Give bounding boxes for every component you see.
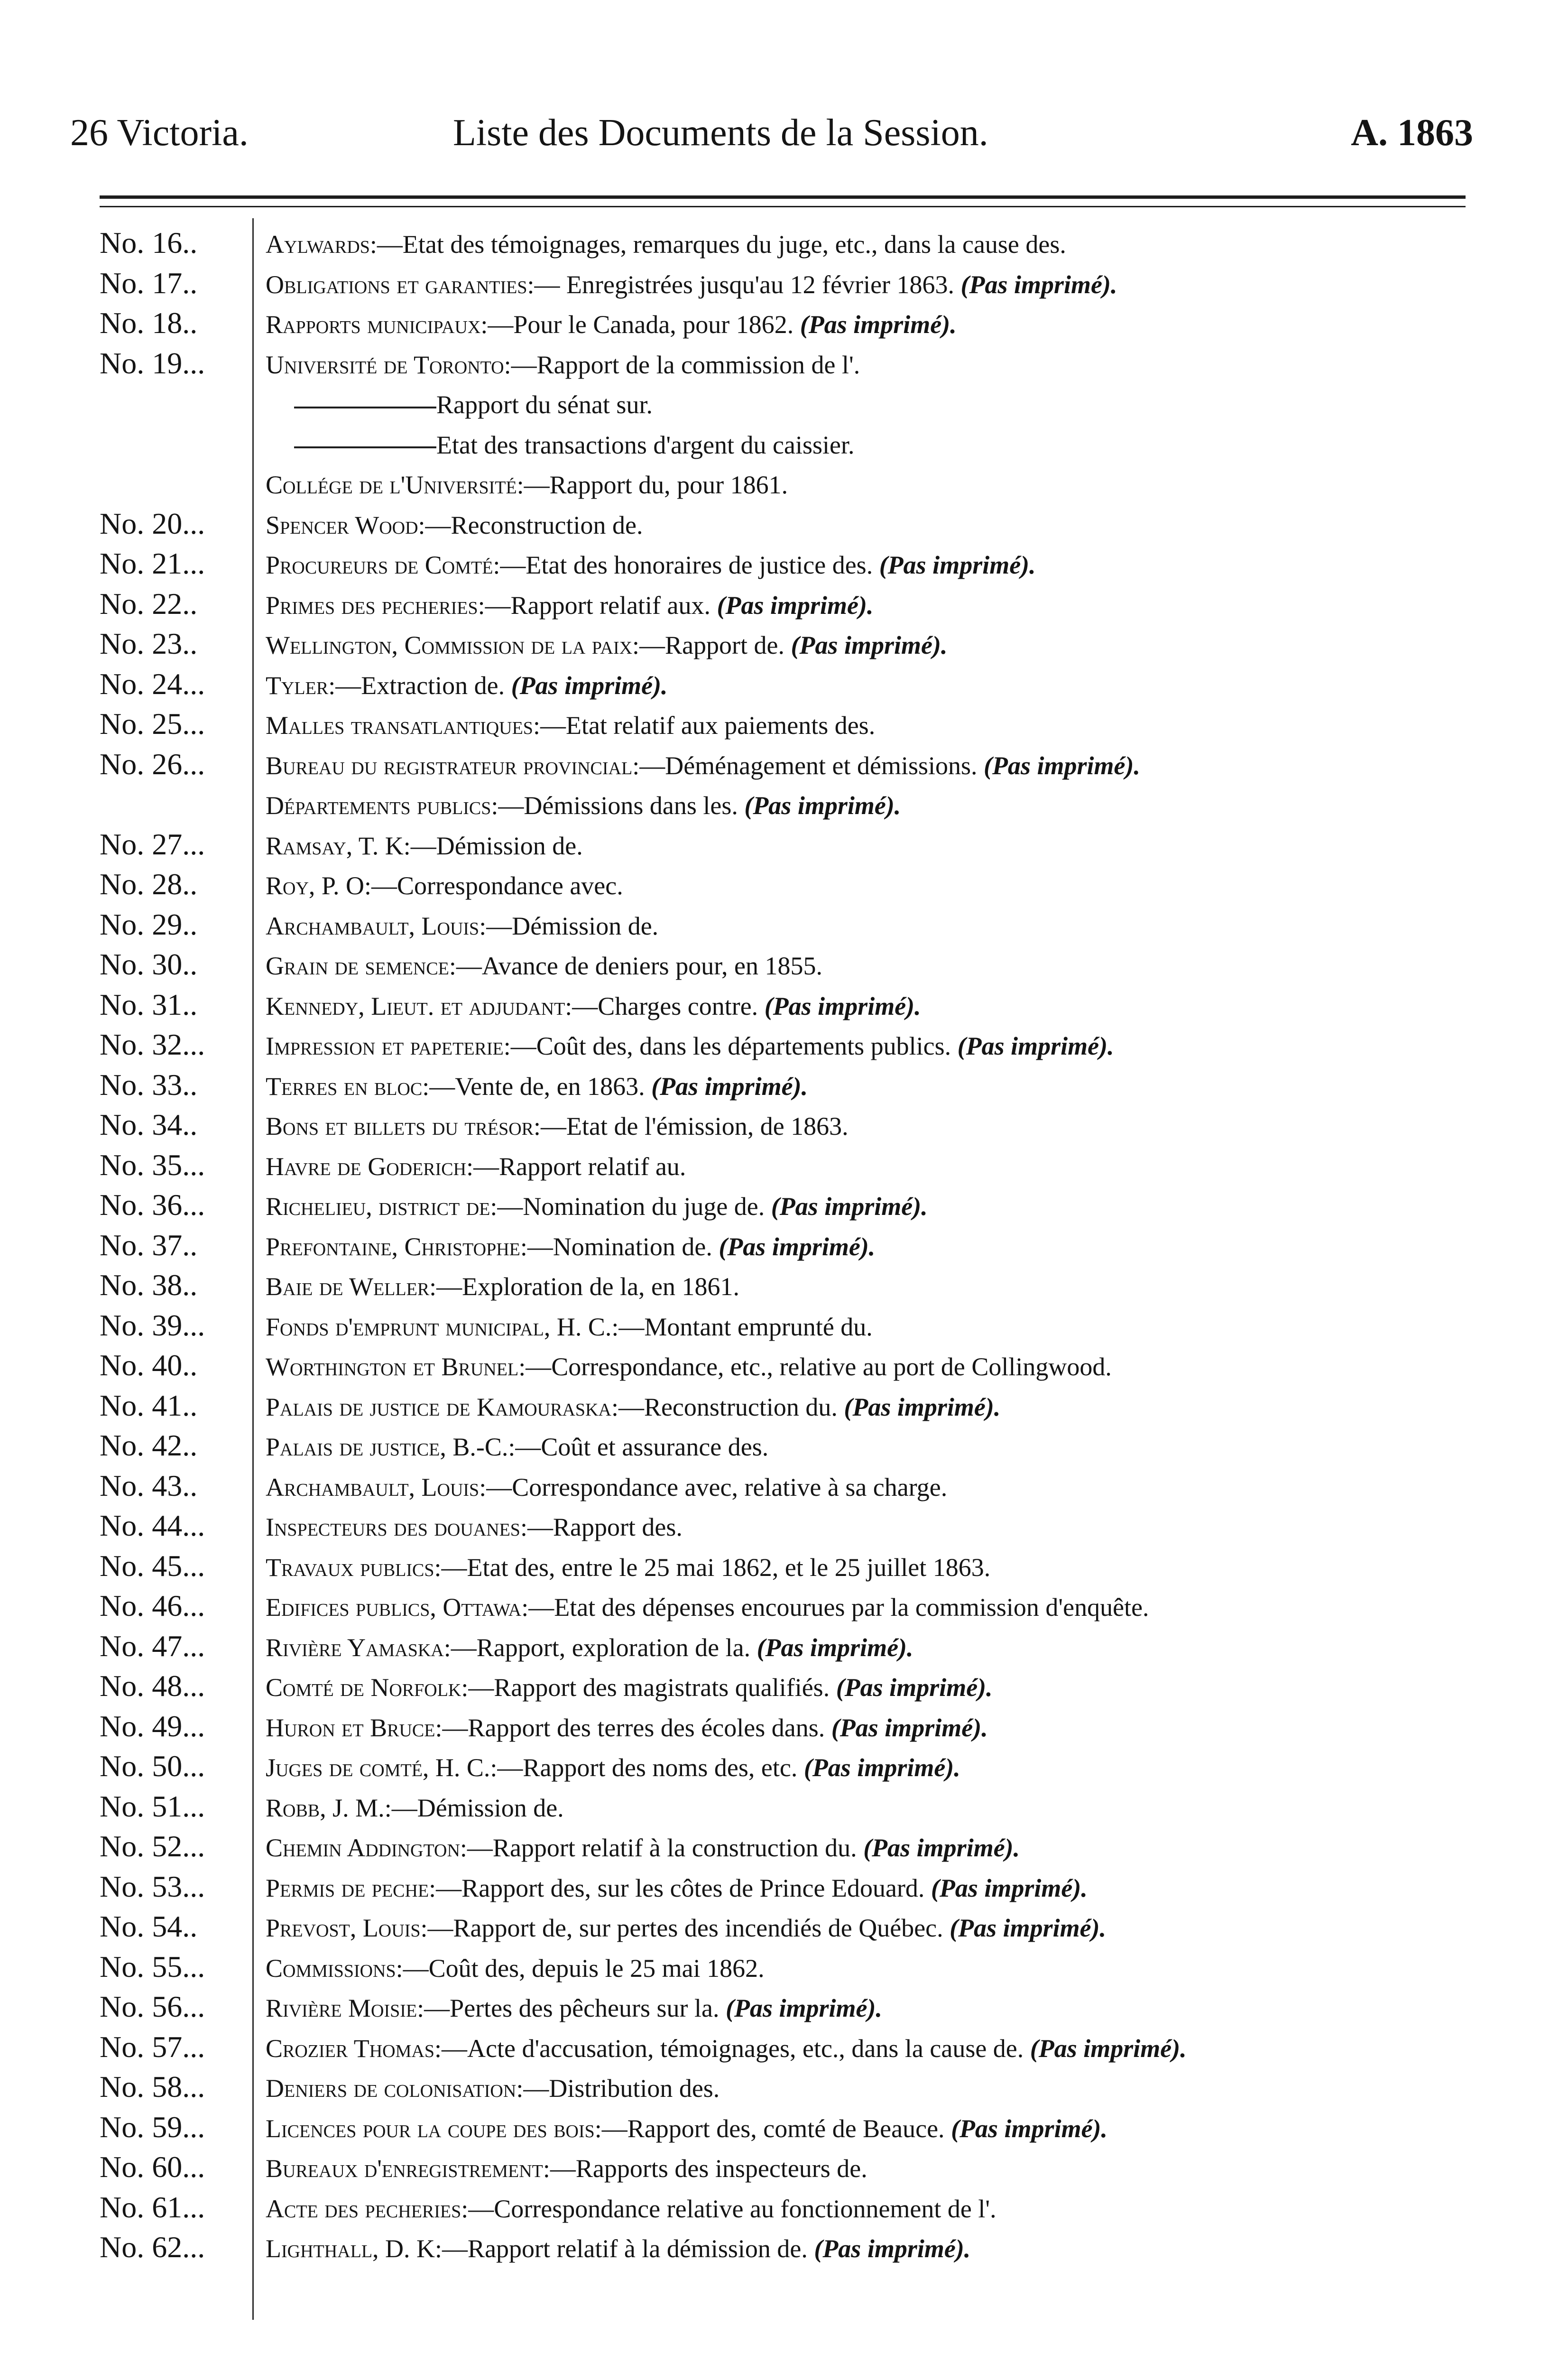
header-rule-thin — [100, 206, 1466, 207]
document-subject: Palais de justice de Kamouraska — [266, 1392, 611, 1421]
document-entry — [266, 1068, 1546, 1105]
document-number: No. 44... — [100, 1509, 205, 1542]
document-description: :—Rapport des magistrats qualifiés. — [461, 1673, 830, 1702]
print-status-note: (Pas imprimé). — [511, 671, 668, 700]
header-session: 26 Victoria. — [70, 112, 249, 154]
document-subject: Terres en bloc — [266, 1072, 423, 1101]
document-description: :—Nomination de. — [520, 1232, 712, 1261]
page-header — [0, 107, 1568, 159]
list-item — [0, 1225, 1568, 1266]
list-item — [0, 1466, 1568, 1506]
document-description: :—Correspondance, etc., relative au port de Collingwood. — [518, 1353, 1112, 1381]
list-item — [0, 1987, 1568, 2027]
document-description: :—Avance de deniers pour, en 1855. — [449, 952, 822, 980]
document-entry — [266, 587, 1546, 624]
document-number: No. 30.. — [100, 947, 198, 981]
document-number: No. 54.. — [100, 1909, 198, 1943]
list-item — [0, 744, 1568, 785]
document-subject: Chemin Addington — [266, 1834, 460, 1862]
document-entry — [266, 1148, 1546, 1185]
document-list — [0, 223, 1568, 2268]
document-subject: Collége de l'Université — [266, 471, 517, 499]
document-description: :—Charges contre. — [565, 991, 758, 1020]
document-entry — [266, 226, 1546, 263]
print-status-note: (Pas imprimé). — [836, 1673, 993, 1702]
list-item — [0, 1306, 1568, 1346]
document-number: No. 45... — [100, 1548, 205, 1583]
list-item — [0, 825, 1568, 865]
print-status-note: (Pas imprimé). — [831, 1713, 988, 1742]
document-number: No. 53... — [100, 1869, 205, 1903]
document-entry — [266, 346, 1546, 383]
document-subject: Prefontaine, Christophe — [266, 1232, 520, 1261]
document-entry — [266, 1348, 1546, 1385]
document-description: :—Pour le Canada, pour 1862. — [480, 310, 794, 339]
document-description: :—Nomination du juge de. — [490, 1192, 765, 1221]
document-subject: Licences pour la coupe des bois — [266, 2114, 595, 2143]
document-description: :—Etat de l'émission, de 1863. — [534, 1112, 849, 1140]
list-item — [0, 1265, 1568, 1306]
document-description: :—Rapport des. — [520, 1513, 683, 1541]
document-entry — [266, 1228, 1546, 1265]
document-subject: Ramsay, T. K — [266, 831, 404, 860]
document-subject: Lighthall, D. K — [266, 2234, 435, 2263]
document-number: No. 29.. — [100, 907, 198, 941]
document-subject: Edifices publics, Ottawa — [266, 1593, 522, 1621]
document-number: No. 18.. — [100, 306, 198, 340]
header-title: Liste des Documents de la Session. — [453, 112, 988, 154]
document-subject: Aylwards — [266, 230, 370, 259]
document-number: No. 41.. — [100, 1388, 198, 1422]
document-description: Etat des transactions d'argent du caissier. — [436, 430, 855, 459]
document-number: No. 42.. — [100, 1428, 198, 1462]
list-item — [0, 2107, 1568, 2148]
document-number: No. 16.. — [100, 226, 198, 259]
document-description: :—Coût des, depuis le 25 mai 1862. — [396, 1954, 765, 1983]
list-item — [0, 1947, 1568, 1987]
document-subject: Crozier Thomas — [266, 2034, 434, 2063]
document-description: :—Correspondance relative au fonctionnement de l'. — [461, 2194, 996, 2223]
print-status-note: (Pas imprimé). — [951, 2114, 1108, 2143]
list-item — [0, 624, 1568, 664]
document-entry — [266, 1428, 1546, 1465]
document-description: :—Montant emprunté du. — [611, 1312, 873, 1341]
print-status-note: (Pas imprimé). — [651, 1072, 808, 1101]
document-number: No. 37.. — [100, 1228, 198, 1262]
document-description: :—Exploration de la, en 1861. — [429, 1272, 740, 1301]
document-entry — [266, 2230, 1546, 2267]
document-number: No. 62... — [100, 2230, 205, 2264]
document-number: No. 52... — [100, 1829, 205, 1863]
document-description: :—Coût et assurance des. — [508, 1433, 769, 1461]
list-item — [0, 1746, 1568, 1787]
document-entry — [266, 947, 1546, 984]
document-entry — [266, 1669, 1546, 1706]
document-subject: Wellington, Commission de la paix — [266, 631, 633, 659]
document-entry — [266, 1389, 1546, 1426]
document-description: :—Rapport des terres des écoles dans. — [435, 1713, 825, 1742]
print-status-note: (Pas imprimé). — [931, 1873, 1088, 1902]
document-entry — [266, 2150, 1546, 2187]
document-entry — [266, 306, 1546, 343]
document-entry — [266, 1909, 1546, 1946]
document-subject: Fonds d'emprunt municipal, H. C. — [266, 1312, 612, 1341]
document-description: :—Rapport, exploration de la. — [443, 1633, 751, 1662]
document-number: No. 22.. — [100, 586, 198, 621]
print-status-note: (Pas imprimé). — [717, 591, 874, 620]
list-item — [0, 424, 1568, 464]
document-number: No. 48... — [100, 1669, 205, 1703]
document-number: No. 35... — [100, 1148, 205, 1182]
list-item — [0, 1706, 1568, 1747]
list-item — [0, 784, 1568, 825]
document-entry — [266, 1629, 1546, 1666]
document-subject: Bureaux d'enregistrement — [266, 2154, 543, 2183]
print-status-note: (Pas imprimé). — [814, 2234, 971, 2263]
document-description: :—Etat relatif aux paiements des. — [533, 711, 876, 740]
document-subject: Palais de justice, B.-C. — [266, 1433, 508, 1461]
document-description: :—Rapport de la commission de l'. — [504, 350, 860, 379]
list-item — [0, 463, 1568, 504]
document-number: No. 61... — [100, 2190, 205, 2224]
document-subject: Comté de Norfolk — [266, 1673, 461, 1702]
list-item — [0, 303, 1568, 343]
document-number: No. 38.. — [100, 1268, 198, 1302]
document-description: :—Rapport des, comté de Beauce. — [594, 2114, 945, 2143]
document-entry — [266, 667, 1546, 704]
print-status-note: (Pas imprimé). — [863, 1834, 1020, 1862]
list-item — [0, 1666, 1568, 1706]
document-number: No. 57... — [100, 2029, 205, 2064]
document-description: :—Etat des honoraires de justice des. — [493, 551, 873, 579]
document-entry — [266, 426, 1546, 463]
document-description: :—Reconstruction du. — [611, 1392, 838, 1421]
ditto-dash — [294, 407, 436, 408]
list-item — [0, 1025, 1568, 1065]
document-subject: Archambault, Louis — [266, 911, 480, 940]
list-item — [0, 905, 1568, 945]
list-item — [0, 1867, 1568, 1907]
print-status-note: (Pas imprimé). — [957, 1032, 1114, 1060]
document-number: No. 19... — [100, 346, 205, 380]
document-subject: Roy, P. O — [266, 871, 364, 900]
document-subject: Rapports municipaux — [266, 310, 481, 339]
document-subject: Départements publics — [266, 791, 491, 820]
document-entry — [266, 1950, 1546, 1987]
document-description: :—Démission de. — [384, 1793, 564, 1822]
document-subject: Obligations et garanties — [266, 270, 527, 299]
document-description: Rapport du sénat sur. — [436, 390, 653, 419]
list-item — [0, 864, 1568, 905]
document-entry — [266, 2110, 1546, 2147]
document-description: :—Pertes des pêcheurs sur la. — [417, 1994, 719, 2022]
document-entry — [266, 547, 1546, 584]
document-number: No. 36... — [100, 1188, 205, 1222]
document-number: No. 58... — [100, 2070, 205, 2103]
document-number: No. 43.. — [100, 1468, 198, 1502]
document-subject: Malles transatlantiques — [266, 711, 533, 740]
document-entry — [266, 787, 1546, 824]
document-subject: Grain de semence — [266, 952, 449, 980]
document-entry — [266, 1829, 1546, 1866]
list-item — [0, 985, 1568, 1025]
print-status-note: (Pas imprimé). — [791, 631, 948, 659]
document-entry — [266, 466, 1546, 503]
print-status-note: (Pas imprimé). — [879, 551, 1036, 579]
list-item — [0, 1546, 1568, 1586]
print-status-note: (Pas imprimé). — [960, 270, 1117, 299]
document-entry — [266, 1028, 1546, 1065]
document-subject: Archambault, Louis — [266, 1473, 480, 1501]
list-item — [0, 1907, 1568, 1947]
list-item — [0, 1426, 1568, 1466]
ditto-dash — [294, 446, 436, 448]
document-description: :—Déménagement et démissions. — [632, 751, 978, 780]
document-subject: Impression et papeterie — [266, 1032, 504, 1060]
document-entry — [266, 1188, 1546, 1225]
document-description: :—Vente de, en 1863. — [422, 1072, 645, 1101]
list-item — [0, 1065, 1568, 1105]
document-number: No. 49... — [100, 1709, 205, 1743]
document-number: No. 55... — [100, 1949, 205, 1983]
document-subject: Primes des pecheries — [266, 591, 478, 620]
list-item — [0, 1386, 1568, 1426]
document-description: :—Rapport relatif à la démission de. — [435, 2234, 808, 2263]
document-description: :—Rapport des, sur les côtes de Prince Edouard. — [429, 1873, 925, 1902]
document-entry — [266, 386, 1546, 423]
list-item — [0, 263, 1568, 304]
document-description: :—Etat des, entre le 25 mai 1862, et le 25 juillet 1863. — [434, 1553, 991, 1582]
document-description: :—Correspondance avec, relative à sa charge. — [479, 1473, 948, 1501]
document-entry — [266, 2030, 1546, 2067]
document-number: No. 17.. — [100, 266, 198, 300]
document-number: No. 21... — [100, 547, 205, 580]
document-entry — [266, 827, 1546, 864]
document-subject: Rivière Yamaska — [266, 1633, 444, 1662]
document-description: :—Etat des dépenses encourues par la commission d'enquête. — [521, 1593, 1149, 1621]
list-item — [0, 1105, 1568, 1145]
document-subject: Richelieu, district de — [266, 1192, 490, 1221]
print-status-note: (Pas imprimé). — [764, 991, 921, 1020]
document-description: :—Acte d'accusation, témoignages, etc., dans la cause de. — [434, 2034, 1024, 2063]
document-description: :—Rapport du, pour 1861. — [517, 471, 788, 499]
document-number: No. 24... — [100, 667, 205, 701]
document-number: No. 39... — [100, 1308, 205, 1342]
document-entry — [266, 627, 1546, 664]
document-entry — [266, 507, 1546, 544]
document-description: :—Rapport relatif aux. — [478, 591, 711, 620]
document-entry — [266, 2190, 1546, 2227]
document-entry — [266, 1509, 1546, 1546]
print-status-note: (Pas imprimé). — [984, 751, 1141, 780]
document-description: :—Démission de. — [479, 911, 659, 940]
document-number: No. 59... — [100, 2110, 205, 2144]
document-description: :—Rapports des inspecteurs de. — [543, 2154, 867, 2183]
document-subject: Acte des pecheries — [266, 2194, 461, 2223]
print-status-note: (Pas imprimé). — [950, 1914, 1107, 1942]
document-entry — [266, 1990, 1546, 2027]
print-status-note: (Pas imprimé). — [725, 1994, 882, 2022]
document-subject: Robb, J. M. — [266, 1793, 385, 1822]
document-entry — [266, 1789, 1546, 1826]
document-subject: Deniers de colonisation — [266, 2074, 517, 2103]
document-subject: Kennedy, Lieut. et adjudant — [266, 991, 565, 1020]
document-subject: Commissions — [266, 1954, 396, 1983]
document-subject: Havre de Goderich — [266, 1152, 467, 1181]
document-description: :— Enregistrées jusqu'au 12 février 1863. — [527, 270, 955, 299]
document-description: :—Rapport relatif au. — [466, 1152, 686, 1181]
document-entry — [266, 1308, 1546, 1345]
document-subject: Procureurs de Comté — [266, 551, 493, 579]
list-item — [0, 1626, 1568, 1667]
document-subject: Juges de comté, H. C. — [266, 1753, 490, 1782]
document-description: :—Coût des, dans les départements publics. — [503, 1032, 951, 1060]
list-item — [0, 704, 1568, 744]
document-entry — [266, 867, 1546, 904]
document-subject: Bureau du registrateur provincial — [266, 751, 633, 780]
print-status-note: (Pas imprimé). — [744, 791, 901, 820]
document-description: :—Rapport de. — [632, 631, 784, 659]
header-rule — [100, 195, 1466, 199]
document-number: No. 28.. — [100, 867, 198, 901]
list-item — [0, 2067, 1568, 2107]
list-item — [0, 1787, 1568, 1827]
document-entry — [266, 266, 1546, 303]
list-item — [0, 1586, 1568, 1626]
document-subject: Bons et billets du trésor — [266, 1112, 534, 1140]
document-entry — [266, 707, 1546, 744]
list-item — [0, 383, 1568, 424]
document-subject: Spencer Wood — [266, 510, 418, 539]
print-status-note: (Pas imprimé). — [771, 1192, 928, 1221]
list-item — [0, 2227, 1568, 2268]
list-item — [0, 945, 1568, 985]
document-description: :—Reconstruction de. — [418, 510, 643, 539]
list-item — [0, 544, 1568, 584]
document-number: No. 31.. — [100, 987, 198, 1021]
document-subject: Travaux publics — [266, 1553, 434, 1582]
list-item — [0, 1826, 1568, 1867]
document-entry — [266, 1870, 1546, 1907]
document-number: No. 46... — [100, 1589, 205, 1622]
print-status-note: (Pas imprimé). — [844, 1392, 1001, 1421]
print-status-note: (Pas imprimé). — [800, 310, 957, 339]
document-description: :—Correspondance avec. — [364, 871, 623, 900]
list-item — [0, 664, 1568, 704]
document-subject: Prevost, Louis — [266, 1914, 421, 1942]
document-description: :—Rapport de, sur pertes des incendiés de Québec. — [420, 1914, 943, 1942]
document-subject: Rivière Moisie — [266, 1994, 417, 2022]
document-number: No. 20... — [100, 506, 205, 540]
document-number: No. 34.. — [100, 1108, 198, 1141]
document-number: No. 40.. — [100, 1348, 198, 1382]
document-number: No. 25... — [100, 707, 205, 741]
document-entry — [266, 2070, 1546, 2107]
document-entry — [266, 1268, 1546, 1305]
document-subject: Université de Toronto — [266, 350, 504, 379]
document-subject: Worthington et Brunel — [266, 1353, 519, 1381]
list-item — [0, 223, 1568, 263]
document-number: No. 27... — [100, 827, 205, 861]
document-description: :—Démissions dans les. — [491, 791, 738, 820]
document-description: :—Rapport des noms des, etc. — [490, 1753, 798, 1782]
document-entry — [266, 988, 1546, 1025]
list-item — [0, 2147, 1568, 2187]
document-subject: Huron et Bruce — [266, 1713, 435, 1742]
document-entry — [266, 747, 1546, 784]
document-number: No. 23.. — [100, 627, 198, 660]
document-number: No. 60... — [100, 2150, 205, 2184]
document-entry — [266, 1749, 1546, 1786]
document-number: No. 32... — [100, 1028, 205, 1061]
print-status-note: (Pas imprimé). — [756, 1633, 913, 1662]
document-entry — [266, 1469, 1546, 1506]
document-description: :—Démission de. — [403, 831, 583, 860]
document-description: :—Etat des témoignages, remarques du juge, etc., dans la cause des. — [369, 230, 1066, 259]
print-status-note: (Pas imprimé). — [803, 1753, 960, 1782]
document-number: No. 47... — [100, 1629, 205, 1663]
document-entry — [266, 1589, 1546, 1626]
print-status-note: (Pas imprimé). — [1030, 2034, 1187, 2063]
list-item — [0, 2027, 1568, 2067]
document-entry — [266, 1549, 1546, 1586]
list-item — [0, 1145, 1568, 1186]
document-subject: Permis de peche — [266, 1873, 429, 1902]
document-number: No. 51... — [100, 1789, 205, 1823]
print-status-note: (Pas imprimé). — [719, 1232, 876, 1261]
document-entry — [266, 1709, 1546, 1746]
document-subject: Inspecteurs des douanes — [266, 1513, 520, 1541]
document-description: :—Extraction de. — [328, 671, 505, 700]
list-item — [0, 2187, 1568, 2228]
document-entry — [266, 908, 1546, 945]
list-item — [0, 504, 1568, 544]
document-subject: Tyler — [266, 671, 329, 700]
header-year: A. 1863 — [1351, 112, 1473, 154]
list-item — [0, 1506, 1568, 1546]
document-number: No. 56... — [100, 1990, 205, 2023]
document-subject: Baie de Weller — [266, 1272, 430, 1301]
list-item — [0, 1345, 1568, 1386]
document-description: :—Rapport relatif à la construction du. — [460, 1834, 857, 1862]
list-item — [0, 1185, 1568, 1225]
document-description: :—Distribution des. — [516, 2074, 720, 2103]
document-number: No. 33.. — [100, 1067, 198, 1102]
document-number: No. 50... — [100, 1749, 205, 1783]
list-item — [0, 343, 1568, 384]
list-item — [0, 584, 1568, 624]
document-entry — [266, 1108, 1546, 1145]
document-number: No. 26... — [100, 747, 205, 781]
